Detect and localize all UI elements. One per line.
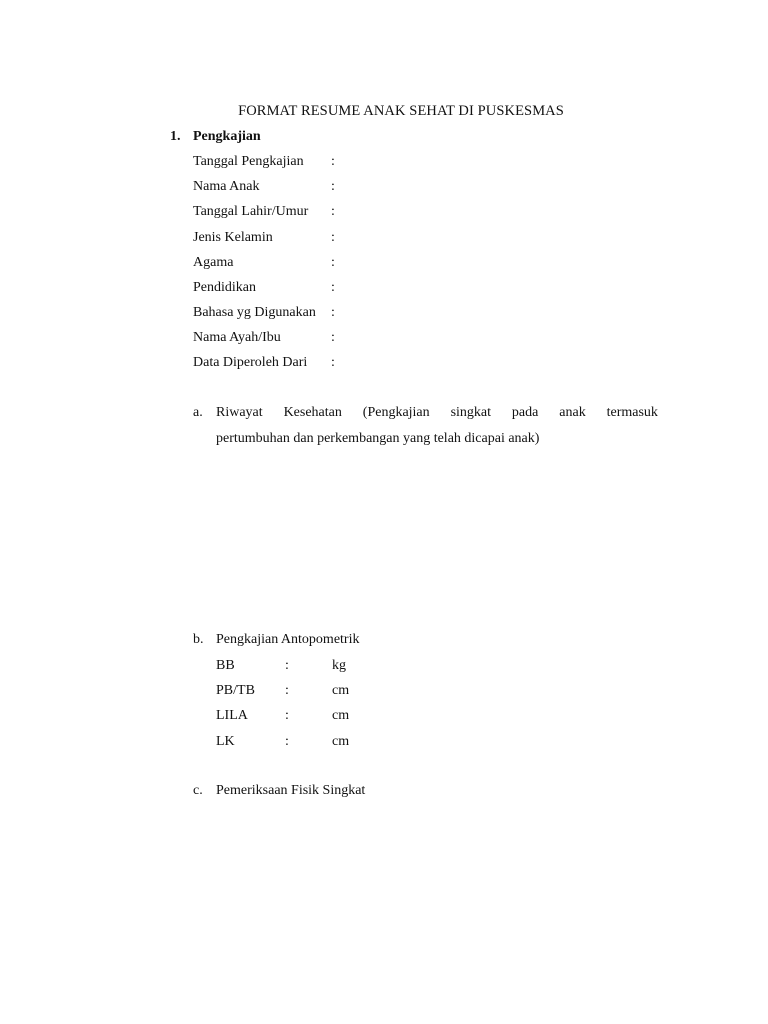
anthro-colon: : [285,658,289,673]
field-label: Tanggal Lahir/Umur [193,204,309,219]
anthro-unit: kg [332,658,346,673]
field-label: Tanggal Pengkajian [193,154,304,169]
sub-a-letter: a. [193,405,203,420]
sub-a-word: singkat [450,405,492,420]
field-colon: : [331,255,335,270]
document-title: FORMAT RESUME ANAK SEHAT DI PUSKESMAS [238,103,564,119]
anthro-label: BB [216,658,235,673]
field-colon: : [331,230,335,245]
section-number: 1. [170,129,181,144]
field-colon: : [331,355,335,370]
field-label: Nama Anak [193,179,260,194]
anthro-unit: cm [332,683,350,698]
field-label: Bahasa yg Digunakan [193,305,316,320]
sub-a-word: termasuk [606,405,658,420]
anthro-label: PB/TB [216,683,255,698]
field-colon: : [331,305,335,320]
sub-a-word: Riwayat [216,405,263,420]
field-colon: : [331,179,335,194]
sub-a-line2: pertumbuhan dan perkembangan yang telah dicapai anak) [216,431,540,446]
field-colon: : [331,330,335,345]
sub-c-letter: c. [193,783,203,798]
anthro-colon: : [285,708,289,723]
anthro-unit: cm [332,708,350,723]
field-label: Pendidikan [193,280,256,295]
field-colon: : [331,154,335,169]
sub-a-word: anak [559,405,586,420]
field-label: Nama Ayah/Ibu [193,330,281,345]
field-colon: : [331,204,335,219]
sub-a-word: Kesehatan [283,405,342,420]
sub-b-letter: b. [193,632,204,647]
sub-b-heading: Pengkajian Antopometrik [216,632,360,647]
anthro-label: LK [216,734,235,749]
section-heading: Pengkajian [193,129,261,144]
anthro-colon: : [285,683,289,698]
sub-a-word: pada [511,405,539,420]
field-label: Data Diperoleh Dari [193,355,308,370]
field-label: Jenis Kelamin [193,230,273,245]
sub-c-heading: Pemeriksaan Fisik Singkat [216,783,366,798]
field-colon: : [331,280,335,295]
field-label: Agama [193,255,234,270]
anthro-colon: : [285,734,289,749]
sub-a-line1 [216,405,658,421]
sub-a-word: (Pengkajian [362,405,430,420]
anthro-label: LILA [216,708,248,723]
anthro-unit: cm [332,734,350,749]
